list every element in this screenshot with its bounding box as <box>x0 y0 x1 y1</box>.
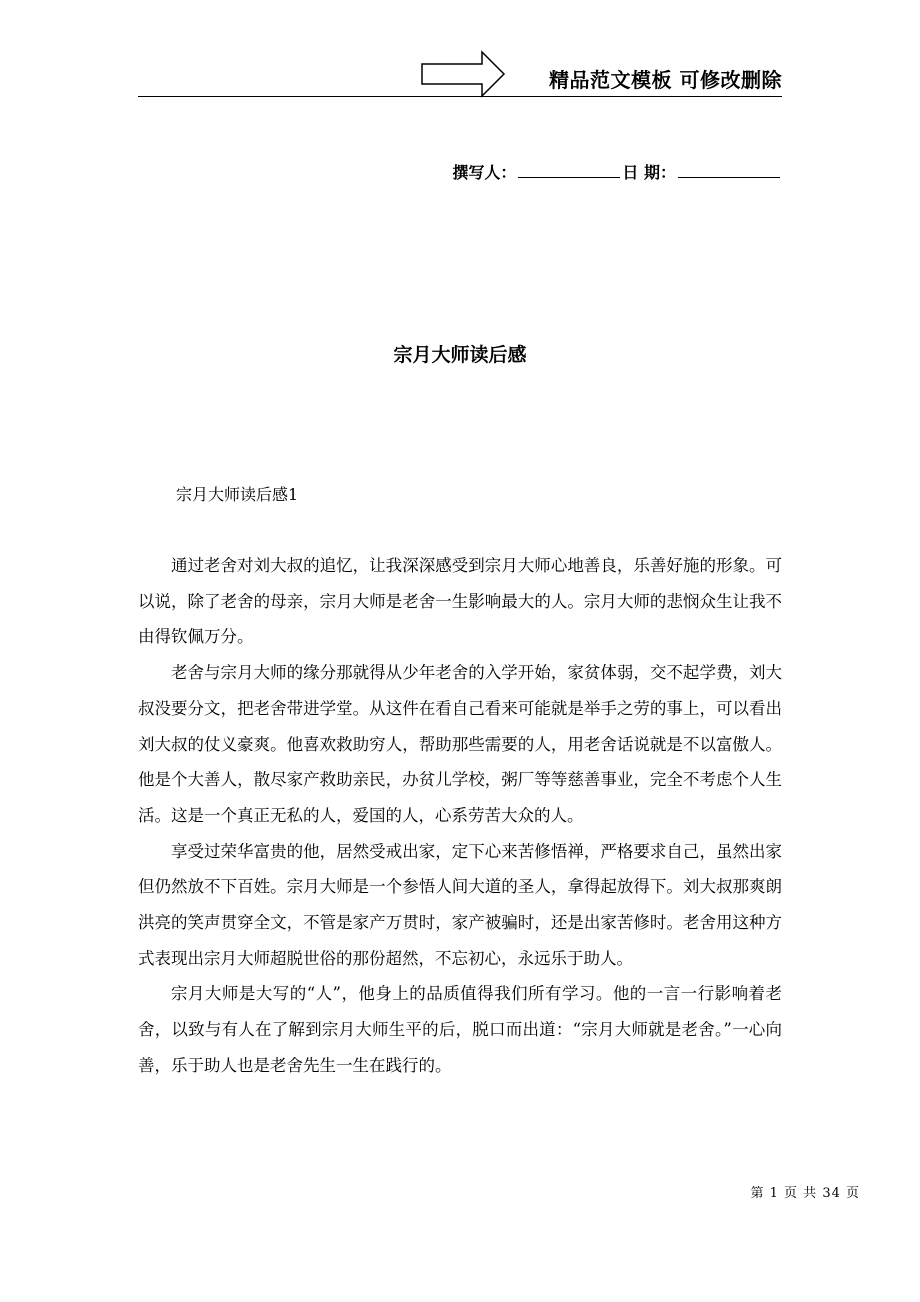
date-label: 日 期： <box>622 163 676 182</box>
right-arrow-icon <box>420 50 506 98</box>
header-title: 精品范文模板 可修改删除 <box>549 68 782 92</box>
document-title: 宗月大师读后感 <box>393 344 527 366</box>
paragraph: 老舍与宗月大师的缘分那就得从少年老舍的入学开始，家贫体弱，交不起学费，刘大叔没要分文，把老舍带进学堂。从这件在看自己看来可能就是举手之劳的事上，可以看出刘大叔的仗义豪爽。他喜欢救助穷人，帮助那些需要的人，用老舍话说就是不以富傲人。他是个大善人，散尽家产救助亲民，办贫儿学校，粥厂等等慈善事业，完全不考虑个人生活。这是一个真正无私的人，爱国的人，心系劳苦大众的人。 <box>138 663 782 825</box>
meta-line <box>420 160 782 183</box>
paragraph: 通过老舍对刘大叔的追忆，让我深深感受到宗月大师心地善良，乐善好施的形象。可以说，除了老舍的母亲，宗月大师是老舍一生影响最大的人。宗月大师的悲悯众生让我不由得钦佩万分。 <box>138 556 782 647</box>
author-label: 撰写人： <box>452 163 517 182</box>
date-blank <box>678 163 780 178</box>
header-divider <box>138 96 782 97</box>
paragraph: 享受过荣华富贵的他，居然受戒出家，定下心来苦修悟禅，严格要求自己，虽然出家但仍然放不下百姓。宗月大师是一个参悟人间大道的圣人，拿得起放得下。刘大叔那爽朗洪亮的笑声贯穿全文，不管是家产万贯时，家产被骗时，还是出家苦修时。老舍用这种方式表现出宗月大师超脱世俗的那份超然，不忘初心，永远乐于助人。 <box>138 841 782 968</box>
document-body <box>138 548 782 1084</box>
paragraph: 宗月大师是大写的“人”，他身上的品质值得我们所有学习。他的一言一行影响着老舍，以致与有人在了解到宗月大师生平的后，脱口而出道：“宗月大师就是老舍。”一心向善，乐于助人也是老舍先生一生在践行的。 <box>138 984 782 1075</box>
page-indicator: 第 1 页 共 34 页 <box>750 1186 860 1201</box>
author-blank <box>518 163 620 178</box>
document-subheading: 宗月大师读后感1 <box>176 485 299 504</box>
